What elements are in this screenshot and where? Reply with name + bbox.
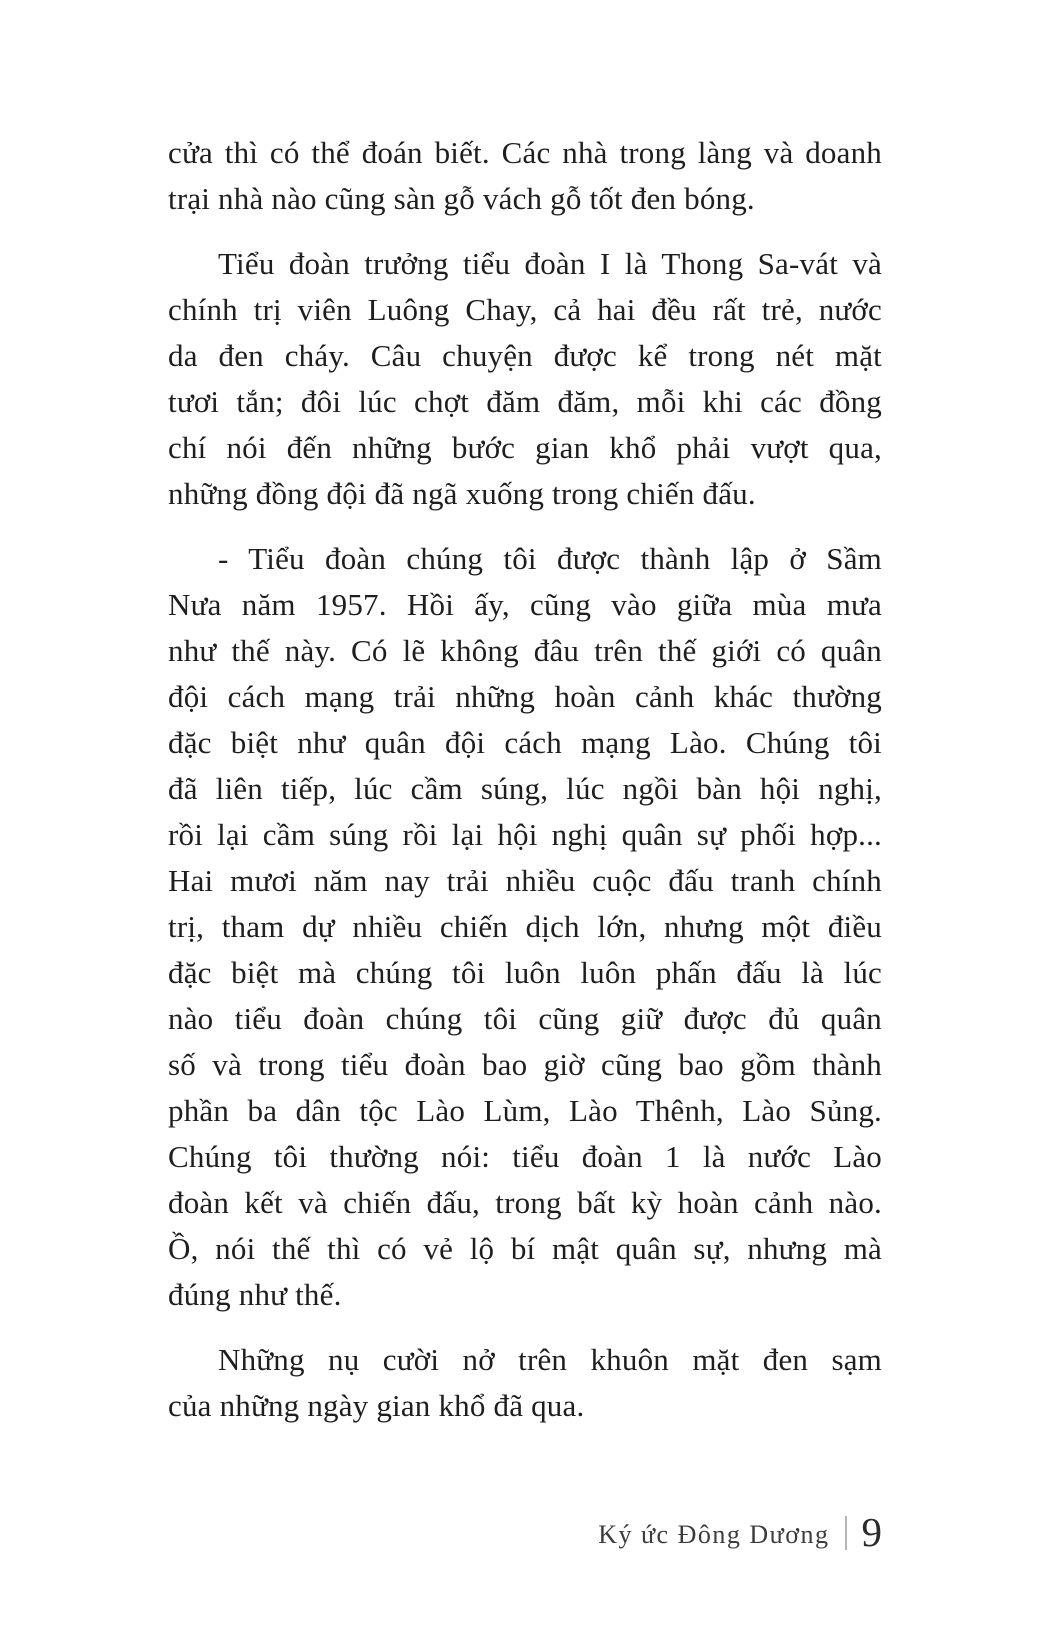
- text-line: nào tiểu đoàn chúng tôi cũng giữ được đủ quân: [168, 1001, 882, 1036]
- text-line: Ồ, nói thế thì có vẻ lộ bí mật quân sự, nhưng mà: [168, 1231, 882, 1266]
- footer-book-title: Ký ức Đông Dương: [598, 1519, 830, 1549]
- text-line: rồi lại cầm súng rồi lại hội nghị quân sự phối hợp...: [168, 817, 882, 852]
- text-line: Nưa năm 1957. Hồi ấy, cũng vào giữa mùa mưa: [168, 587, 882, 622]
- paragraph: [168, 1337, 882, 1429]
- paragraph: [168, 130, 882, 222]
- text-line: chính trị viên Luông Chay, cả hai đều rất trẻ, nước: [168, 292, 882, 327]
- paragraph: [168, 241, 882, 517]
- text-line: đội cách mạng trải những hoàn cảnh khác thường: [168, 679, 882, 714]
- text-line: tươi tắn; đôi lúc chợt đăm đăm, mỗi khi các đồng: [168, 384, 882, 419]
- text-line: đặc biệt như quân đội cách mạng Lào. Chúng tôi: [168, 725, 882, 760]
- text-line: cửa thì có thể đoán biết. Các nhà trong làng và doanh: [168, 135, 882, 170]
- text-line: trại nhà nào cũng sàn gỗ vách gỗ tốt đen bóng.: [168, 181, 755, 216]
- text-line: - Tiểu đoàn chúng tôi được thành lập ở Sầm: [218, 541, 882, 576]
- text-line: Những nụ cười nở trên khuôn mặt đen sạm: [218, 1342, 882, 1377]
- text-line: Tiểu đoàn trưởng tiểu đoàn I là Thong Sa-vát và: [218, 246, 882, 281]
- text-line: đoàn kết và chiến đấu, trong bất kỳ hoàn cảnh nào.: [168, 1185, 882, 1220]
- text-line: của những ngày gian khổ đã qua.: [168, 1388, 585, 1423]
- page-footer: [168, 1509, 882, 1555]
- paragraph: [168, 536, 882, 1318]
- text-line: đặc biệt mà chúng tôi luôn luôn phấn đấu là lúc: [168, 955, 882, 990]
- text-line: da đen cháy. Câu chuyện được kể trong nét mặt: [168, 338, 882, 373]
- text-line: đã liên tiếp, lúc cầm súng, lúc ngồi bàn hội nghị,: [168, 771, 882, 806]
- footer-separator-line: [845, 1516, 847, 1550]
- text-line: như thế này. Có lẽ không đâu trên thế giới có quân: [168, 633, 882, 668]
- page-text-column: [168, 130, 882, 1429]
- text-line: Chúng tôi thường nói: tiểu đoàn 1 là nước Lào: [168, 1139, 882, 1174]
- text-line: những đồng đội đã ngã xuống trong chiến đấu.: [168, 476, 756, 511]
- text-line: trị, tham dự nhiều chiến dịch lớn, nhưng một điều: [168, 909, 882, 944]
- footer-page-number: 9: [861, 1509, 882, 1555]
- text-line: số và trong tiểu đoàn bao giờ cũng bao gồm thành: [168, 1047, 882, 1082]
- text-line: phần ba dân tộc Lào Lùm, Lào Thênh, Lào Sủng.: [168, 1093, 882, 1128]
- text-line: Hai mươi năm nay trải nhiều cuộc đấu tranh chính: [168, 863, 882, 898]
- text-line: chí nói đến những bước gian khổ phải vượt qua,: [168, 430, 882, 465]
- text-line: đúng như thế.: [168, 1277, 342, 1312]
